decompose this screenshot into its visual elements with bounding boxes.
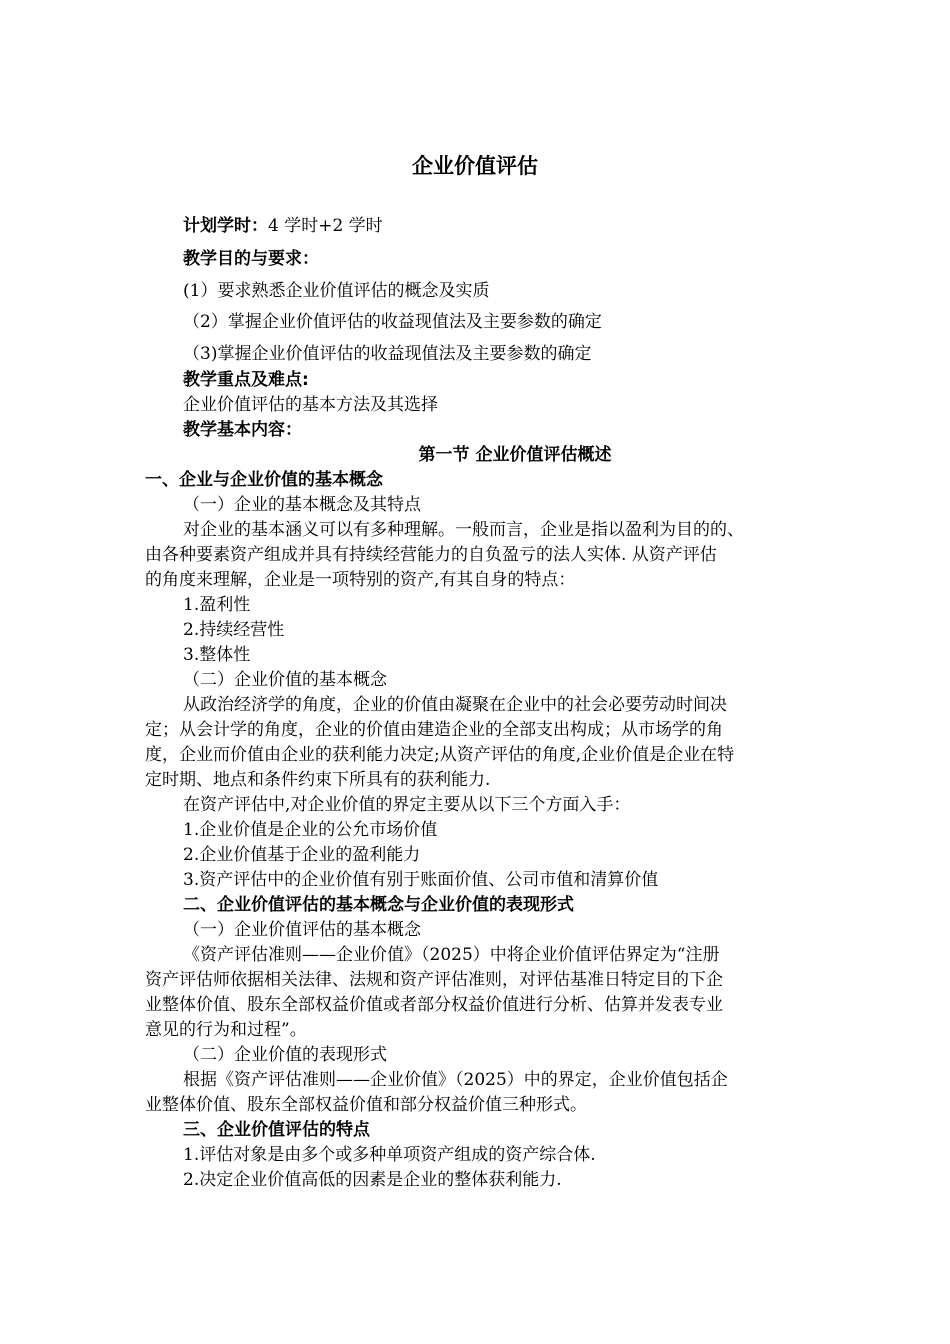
document-title: 企业价值评估	[412, 154, 538, 178]
subheading-1-2: （二）企业价值的基本概念	[183, 670, 387, 690]
list-item: 3.资产评估中的企业价值有别于账面价值、公司市值和清算价值	[183, 870, 659, 890]
heading-3: 三、企业价值评估的特点	[183, 1120, 370, 1140]
list-item: 3.整体性	[183, 645, 251, 665]
list-item: 1.企业价值是企业的公允市场价值	[183, 820, 438, 840]
subheading-2-2: （二）企业价值的表现形式	[183, 1045, 387, 1065]
subheading-1-1: （一）企业的基本概念及其特点	[183, 495, 421, 515]
goal-item-1: (1）要求熟悉企业价值评估的概念及实质	[183, 281, 490, 301]
paragraph-line: 对企业的基本涵义可以有多种理解。一般而言，企业是指以盈利为目的的、	[183, 520, 744, 540]
list-item: 1.评估对象是由多个或多种单项资产组成的资产综合体.	[183, 1145, 596, 1165]
list-item: 1.盈利性	[183, 595, 251, 615]
paragraph-line: 资产评估师依据相关法律、法规和资产评估准则，对评估基准日特定目的下企	[145, 970, 723, 990]
paragraph-line: 定时期、地点和条件约束下所具有的获利能力.	[145, 770, 491, 790]
paragraph-line: 度，企业而价值由企业的获利能力决定;从资产评估的角度,企业价值是企业在特	[145, 745, 735, 765]
list-item: 2.决定企业价值高低的因素是企业的整体获利能力.	[183, 1170, 562, 1190]
goal-item-3: （3)掌握企业价值评估的收益现值法及主要参数的确定	[183, 344, 592, 364]
content-label: 教学基本内容：	[183, 420, 302, 440]
goal-item-2: （2）掌握企业价值评估的收益现值法及主要参数的确定	[183, 312, 602, 332]
paragraph-line: 根据《资产评估准则——企业价值》（2025）中的界定，企业价值包括企	[183, 1070, 728, 1090]
paragraph-line: 的角度来理解，企业是一项特别的资产,有其自身的特点：	[145, 570, 576, 590]
list-item: 2.持续经营性	[183, 620, 285, 640]
paragraph-line: 由各种要素资产组成并具有持续经营能力的自负盈亏的法人实体. 从资产评估	[145, 545, 717, 565]
paragraph-line: 从政治经济学的角度，企业的价值由凝聚在企业中的社会必要劳动时间决	[183, 695, 727, 715]
goal-label: 教学目的与要求：	[183, 249, 319, 269]
paragraph-line: 在资产评估中,对企业价值的界定主要从以下三个方面入手：	[183, 795, 631, 815]
section-title: 第一节 企业价值评估概述	[418, 445, 612, 465]
paragraph-line: 定；从会计学的角度，企业的价值由建造企业的全部支出构成；从市场学的角	[145, 720, 723, 740]
paragraph-line: 意见的行为和过程”。	[145, 1020, 307, 1040]
heading-1: 一、企业与企业价值的基本概念	[145, 470, 383, 490]
heading-2: 二、企业价值评估的基本概念与企业价值的表现形式	[183, 895, 574, 915]
paragraph-line: 业整体价值、股东全部权益价值或者部分权益价值进行分析、估算并发表专业	[145, 995, 723, 1015]
paragraph-line: 《资产评估准则——企业价值》（2025）中将企业价值评估界定为“注册	[183, 945, 720, 965]
paragraph-line: 业整体价值、股东全部权益价值和部分权益价值三种形式。	[145, 1095, 587, 1115]
plan-hours-line	[183, 214, 383, 239]
subheading-2-1: （一）企业价值评估的基本概念	[183, 920, 421, 940]
plan-hours-value: 4 学时+2 学时	[268, 216, 383, 236]
key-text: 企业价值评估的基本方法及其选择	[183, 395, 438, 415]
list-item: 2.企业价值基于企业的盈利能力	[183, 845, 421, 865]
key-label: 教学重点及难点:	[183, 370, 309, 390]
plan-hours-label: 计划学时：	[183, 216, 268, 236]
